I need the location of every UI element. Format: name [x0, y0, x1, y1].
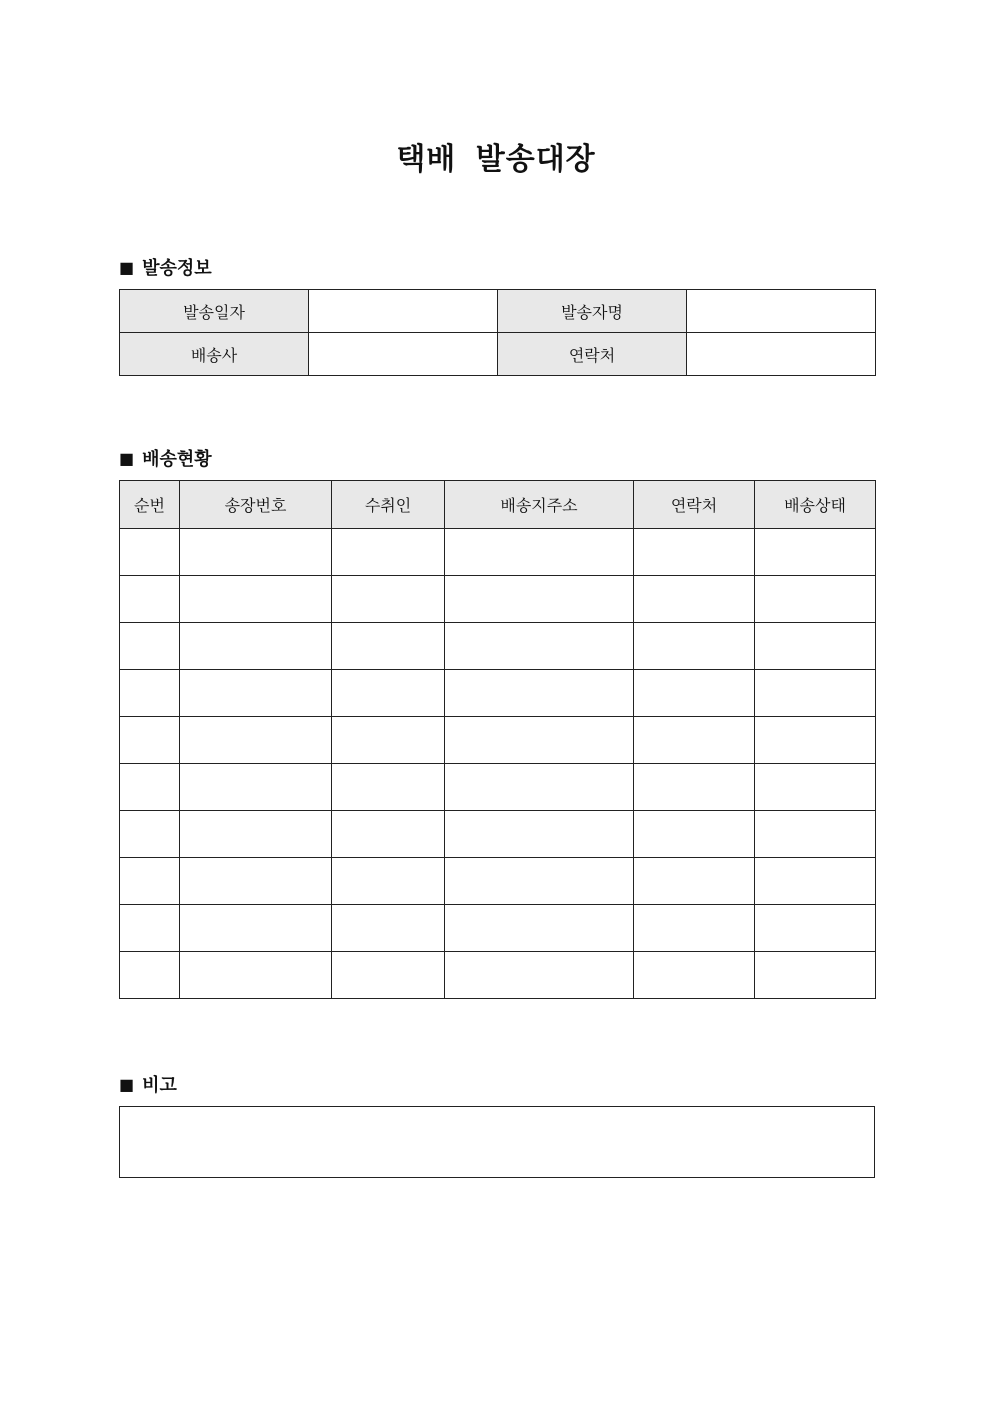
- address-cell[interactable]: [445, 811, 634, 858]
- table-row: [120, 764, 876, 811]
- table-row: [120, 905, 876, 952]
- contact-field[interactable]: [687, 333, 876, 376]
- seq-cell[interactable]: [120, 670, 180, 717]
- seq-cell[interactable]: [120, 529, 180, 576]
- square-bullet-icon: ■: [119, 1074, 135, 1094]
- address-cell[interactable]: [445, 623, 634, 670]
- table-row: [120, 858, 876, 905]
- recipient-cell[interactable]: [332, 670, 445, 717]
- table-row: [120, 623, 876, 670]
- tracking-number-cell[interactable]: [180, 529, 332, 576]
- table-row: [120, 717, 876, 764]
- table-row: [120, 670, 876, 717]
- tracking-number-cell[interactable]: [180, 952, 332, 999]
- sender-name-field[interactable]: [687, 290, 876, 333]
- column-header-contact: 연락처: [634, 481, 755, 529]
- contact-label: 연락처: [498, 333, 687, 376]
- seq-cell[interactable]: [120, 905, 180, 952]
- contact-cell[interactable]: [634, 670, 755, 717]
- tracking-number-cell[interactable]: [180, 764, 332, 811]
- send-date-label: 발송일자: [120, 290, 309, 333]
- address-cell[interactable]: [445, 858, 634, 905]
- tracking-number-cell[interactable]: [180, 811, 332, 858]
- table-header-row: [120, 481, 876, 529]
- section-heading-delivery-status: [119, 445, 212, 471]
- status-cell[interactable]: [755, 811, 876, 858]
- tracking-number-cell[interactable]: [180, 858, 332, 905]
- delivery-status-table: [119, 480, 876, 999]
- column-header-tracking-number: 송장번호: [180, 481, 332, 529]
- table-row: [120, 290, 876, 333]
- address-cell[interactable]: [445, 529, 634, 576]
- tracking-number-cell[interactable]: [180, 670, 332, 717]
- carrier-label: 배송사: [120, 333, 309, 376]
- contact-cell[interactable]: [634, 811, 755, 858]
- contact-cell[interactable]: [634, 529, 755, 576]
- section-heading-remarks: [119, 1071, 177, 1097]
- recipient-cell[interactable]: [332, 576, 445, 623]
- status-cell[interactable]: [755, 952, 876, 999]
- address-cell[interactable]: [445, 670, 634, 717]
- contact-cell[interactable]: [634, 905, 755, 952]
- section-heading-label: 발송정보: [142, 258, 212, 279]
- section-heading-send-info: [119, 254, 212, 280]
- recipient-cell[interactable]: [332, 623, 445, 670]
- remarks-field[interactable]: [119, 1106, 875, 1178]
- seq-cell[interactable]: [120, 811, 180, 858]
- seq-cell[interactable]: [120, 858, 180, 905]
- table-row: [120, 333, 876, 376]
- recipient-cell[interactable]: [332, 952, 445, 999]
- address-cell[interactable]: [445, 952, 634, 999]
- seq-cell[interactable]: [120, 952, 180, 999]
- status-cell[interactable]: [755, 623, 876, 670]
- column-header-seq: 순번: [120, 481, 180, 529]
- tracking-number-cell[interactable]: [180, 717, 332, 764]
- status-cell[interactable]: [755, 670, 876, 717]
- sender-name-label: 발송자명: [498, 290, 687, 333]
- contact-cell[interactable]: [634, 858, 755, 905]
- contact-cell[interactable]: [634, 952, 755, 999]
- contact-cell[interactable]: [634, 764, 755, 811]
- carrier-field[interactable]: [309, 333, 498, 376]
- seq-cell[interactable]: [120, 717, 180, 764]
- table-row: [120, 576, 876, 623]
- contact-cell[interactable]: [634, 623, 755, 670]
- recipient-cell[interactable]: [332, 764, 445, 811]
- section-heading-label: 배송현황: [142, 449, 212, 470]
- tracking-number-cell[interactable]: [180, 576, 332, 623]
- seq-cell[interactable]: [120, 623, 180, 670]
- status-cell[interactable]: [755, 905, 876, 952]
- tracking-number-cell[interactable]: [180, 905, 332, 952]
- column-header-recipient: 수취인: [332, 481, 445, 529]
- status-cell[interactable]: [755, 858, 876, 905]
- status-cell[interactable]: [755, 576, 876, 623]
- send-date-field[interactable]: [309, 290, 498, 333]
- address-cell[interactable]: [445, 717, 634, 764]
- seq-cell[interactable]: [120, 764, 180, 811]
- table-row: [120, 529, 876, 576]
- column-header-address: 배송지주소: [445, 481, 634, 529]
- address-cell[interactable]: [445, 905, 634, 952]
- status-cell[interactable]: [755, 529, 876, 576]
- page-title: 택배 발송대장: [396, 142, 596, 177]
- seq-cell[interactable]: [120, 576, 180, 623]
- recipient-cell[interactable]: [332, 717, 445, 764]
- recipient-cell[interactable]: [332, 529, 445, 576]
- square-bullet-icon: ■: [119, 448, 135, 468]
- contact-cell[interactable]: [634, 576, 755, 623]
- send-info-table: [119, 289, 876, 376]
- column-header-status: 배송상태: [755, 481, 876, 529]
- square-bullet-icon: ■: [119, 257, 135, 277]
- recipient-cell[interactable]: [332, 905, 445, 952]
- section-heading-label: 비고: [142, 1075, 177, 1096]
- tracking-number-cell[interactable]: [180, 623, 332, 670]
- table-row: [120, 952, 876, 999]
- recipient-cell[interactable]: [332, 811, 445, 858]
- contact-cell[interactable]: [634, 717, 755, 764]
- status-cell[interactable]: [755, 764, 876, 811]
- address-cell[interactable]: [445, 576, 634, 623]
- table-row: [120, 811, 876, 858]
- status-cell[interactable]: [755, 717, 876, 764]
- recipient-cell[interactable]: [332, 858, 445, 905]
- address-cell[interactable]: [445, 764, 634, 811]
